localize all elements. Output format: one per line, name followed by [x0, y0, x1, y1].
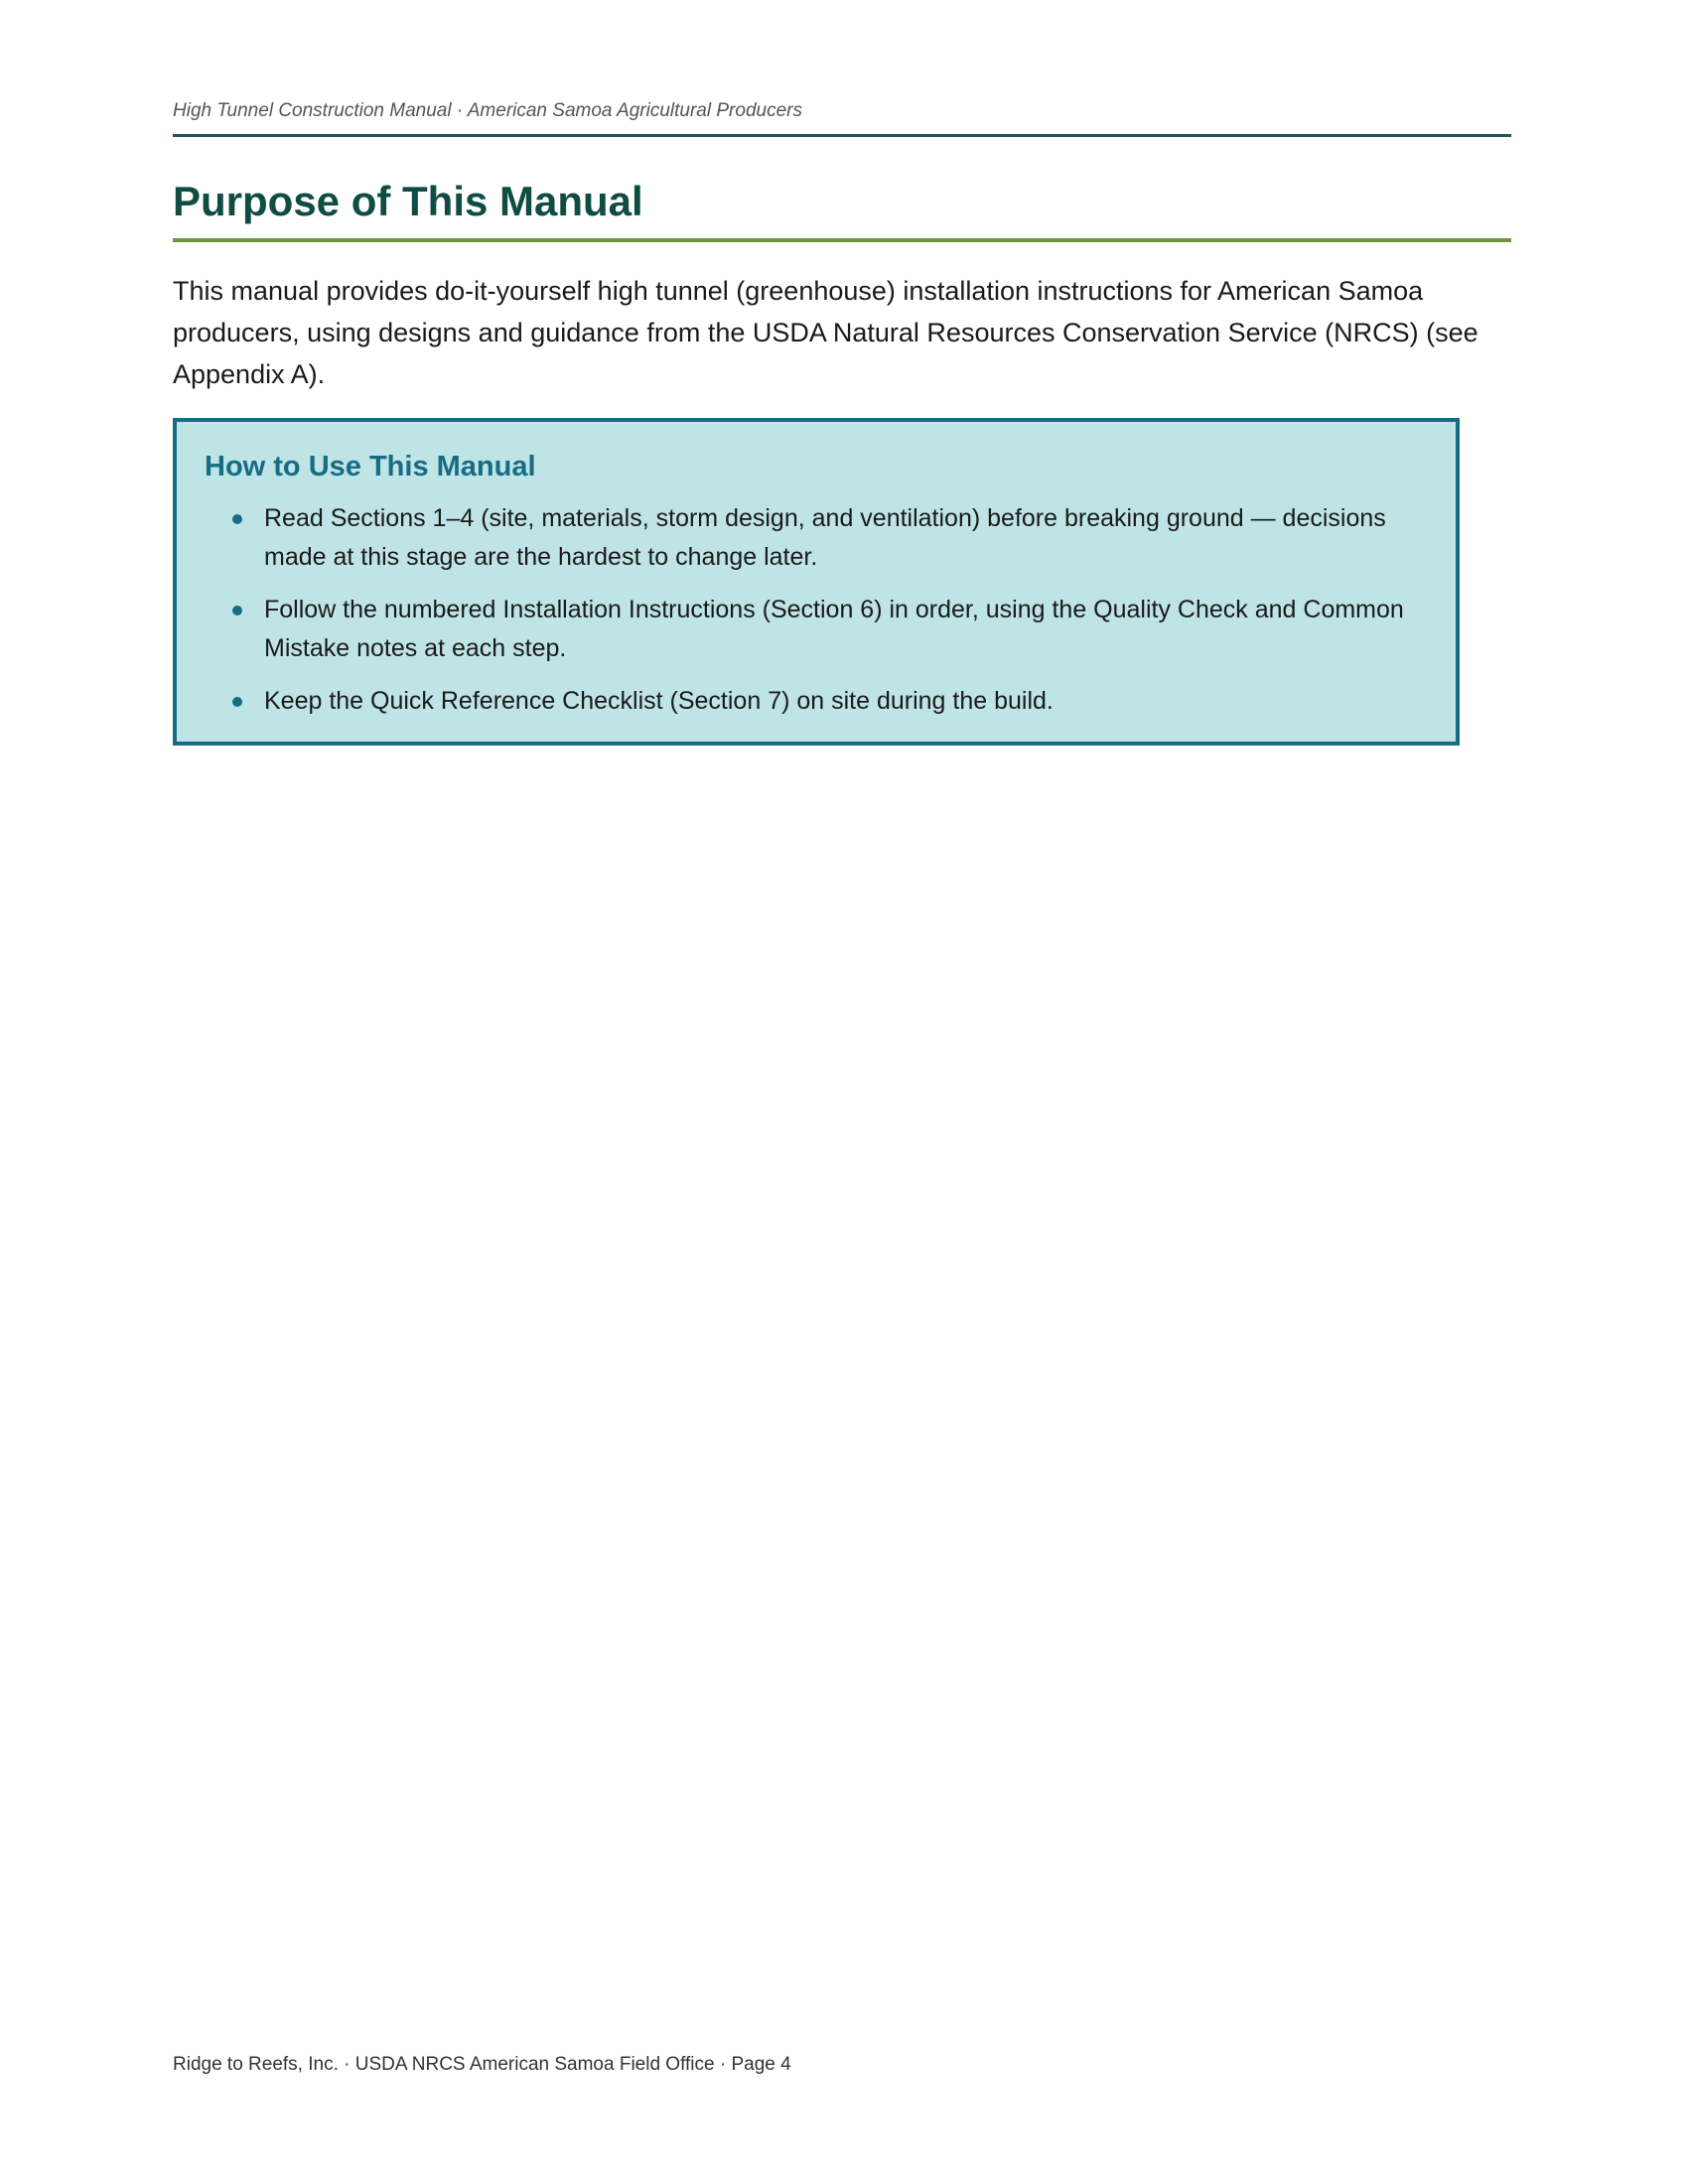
callout-list [205, 499, 1428, 721]
running-footer: Ridge to Reefs, Inc. · USDA NRCS American Samoa Field Office · Page 4 [173, 2054, 791, 2075]
how-to-use-callout [173, 418, 1460, 746]
section-title: Purpose of This Manual [173, 178, 643, 224]
list-item-text: Read Sections 1–4 (site, materials, storm design, and ventilation) before breaking ground — decisions made at this stage are the hardest to change later. [264, 504, 1386, 571]
bullet-icon [232, 606, 242, 615]
list-item [205, 682, 1428, 721]
callout-title: How to Use This Manual [205, 451, 536, 482]
running-header: High Tunnel Construction Manual · American Samoa Agricultural Producers [173, 100, 802, 121]
list-item-text: Keep the Quick Reference Checklist (Section 7) on site during the build. [264, 687, 1054, 715]
list-item-text: Follow the numbered Installation Instructions (Section 6) in order, using the Quality Check and Common Mistake notes at each step. [264, 596, 1404, 662]
bullet-icon [232, 697, 242, 707]
header-divider [173, 134, 1511, 137]
intro-paragraph: This manual provides do-it-yourself high tunnel (greenhouse) installation instructions for American Samoa producers, using designs and guidance from the USDA Natural Resources Conservation Service (NRCS) (see Appendix A). [173, 276, 1478, 389]
bullet-icon [232, 514, 242, 524]
list-item [205, 499, 1428, 577]
title-divider [173, 238, 1511, 242]
list-item [205, 591, 1428, 668]
